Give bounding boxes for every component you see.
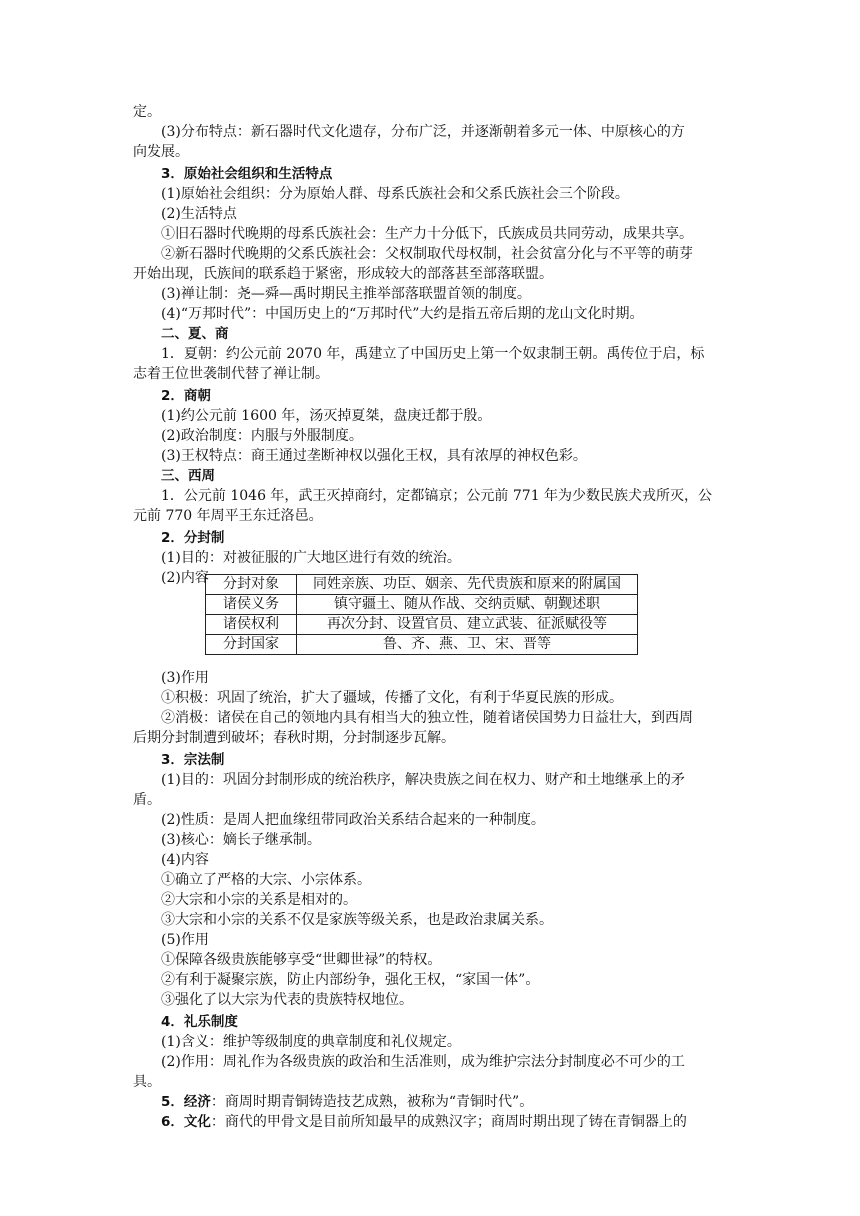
table-cell-value: 镇守疆土、随从作战、交纳贡赋、朝觐述职 xyxy=(297,595,638,615)
table-cell-value: 鲁、齐、燕、卫、宋、晋等 xyxy=(297,635,638,655)
table-row xyxy=(206,595,638,615)
table-row xyxy=(206,635,638,655)
text-line: (3)分布特点：新石器时代文化遗存，分布广泛，并逐渐朝着多元一体、中原核心的方 xyxy=(161,124,685,140)
heading-prefix: 5．经济 xyxy=(161,1094,211,1110)
table-row xyxy=(206,615,638,635)
text-line: (1)原始社会组织：分为原始人群、母系氏族社会和父系氏族社会三个阶段。 xyxy=(161,186,629,202)
text-line: ③大宗和小宗的关系不仅是家族等级关系，也是政治隶属关系。 xyxy=(161,912,553,928)
text-line: (3)王权特点：商王通过垄断神权以强化王权，具有浓厚的神权色彩。 xyxy=(161,448,587,464)
text-line: ①积极：巩固了统治，扩大了疆域，传播了文化，有利于华夏民族的形成。 xyxy=(161,690,623,706)
text-line: (3)禅让制：尧—舜—禹时期民主推举部落联盟首领的制度。 xyxy=(161,286,531,302)
text-line: ①保障各级贵族能够享受“世卿世禄”的特权。 xyxy=(161,952,442,968)
text-line: 定。 xyxy=(133,104,161,120)
text-line: (1)目的：对被征服的广大地区进行有效的统治。 xyxy=(161,550,461,566)
text-line xyxy=(161,1112,687,1132)
text-line: (3)核心：嫡长子继承制。 xyxy=(161,832,321,848)
section-heading: 4．礼乐制度 xyxy=(161,1014,238,1030)
text-line xyxy=(161,1092,533,1112)
text-line: ②消极：诸侯在自己的领地内具有相当大的独立性，随着诸侯国势力日益壮大，到西周 xyxy=(161,710,693,726)
text-line: (4)内容 xyxy=(161,852,209,868)
section-heading: 三、西周 xyxy=(161,468,215,484)
table-row xyxy=(206,575,638,595)
text-line: 元前 770 年周平王东迁洛邑。 xyxy=(133,508,323,524)
fenfeng-content-table xyxy=(205,574,638,655)
table-cell-key: 分封国家 xyxy=(206,635,297,655)
text-line: 向发展。 xyxy=(133,144,189,160)
text-line: (4)“万邦时代”：中国历史上的“万邦时代”大约是指五帝后期的龙山文化时期。 xyxy=(161,306,644,322)
text-line: (1)约公元前 1600 年，汤灭掉夏桀，盘庚迁都于殷。 xyxy=(161,408,492,424)
text-line: ②有利于凝聚宗族，防止内部纷争，强化王权，“家国一体”。 xyxy=(161,972,540,988)
text-line: ①确立了严格的大宗、小宗体系。 xyxy=(161,872,371,888)
text-line: 1．公元前 1046 年，武王灭掉商纣，定都镐京；公元前 771 年为少数民族犬戎所灭，公 xyxy=(161,488,713,504)
text-line: ②大宗和小宗的关系是相对的。 xyxy=(161,892,357,908)
text-line: (2)内容 xyxy=(161,570,209,586)
text-line: ②新石器时代晚期的父系氏族社会：父权制取代母权制，社会贫富分化与不平等的萌芽 xyxy=(161,246,693,262)
text-line: ③强化了以大宗为代表的贵族特权地位。 xyxy=(161,992,413,1008)
table-cell-value: 同姓亲族、功臣、姻亲、先代贵族和原来的附属国 xyxy=(297,575,638,595)
text-line: (5)作用 xyxy=(161,932,209,948)
text-line: (2)政治制度：内服与外服制度。 xyxy=(161,428,363,444)
section-heading: 二、夏、商 xyxy=(161,326,229,342)
text-line: (2)作用：周礼作为各级贵族的政治和生活准则，成为维护宗法分封制度必不可少的工 xyxy=(161,1054,685,1070)
text-line: (1)目的：巩固分封制形成的统治秩序，解决贵族之间在权力、财产和土地继承上的矛 xyxy=(161,772,685,788)
section-heading: 3．原始社会组织和生活特点 xyxy=(161,166,333,182)
table-cell-key: 诸侯权利 xyxy=(206,615,297,635)
table-cell-key: 分封对象 xyxy=(206,575,297,595)
text-line: (2)生活特点 xyxy=(161,206,237,222)
line-text: ：商代的甲骨文是目前所知最早的成熟汉字；商周时期出现了铸在青铜器上的 xyxy=(210,1114,687,1130)
text-line: 1．夏朝：约公元前 2070 年，禹建立了中国历史上第一个奴隶制王朝。禹传位于启，标 xyxy=(161,346,705,362)
text-line: (1)含义：维护等级制度的典章制度和礼仪规定。 xyxy=(161,1034,461,1050)
text-line: (3)作用 xyxy=(161,670,209,686)
line-text: ：商周时期青铜铸造技艺成熟，被称为“青铜时代”。 xyxy=(210,1094,534,1110)
text-line: 后期分封制遭到破坏；春秋时期，分封制逐步瓦解。 xyxy=(133,730,455,746)
text-line: ①旧石器时代晚期的母系氏族社会：生产力十分低下，氏族成员共同劳动，成果共享。 xyxy=(161,226,693,242)
section-heading: 2．商朝 xyxy=(161,388,211,404)
section-heading: 2．分封制 xyxy=(161,530,225,546)
table-cell-key: 诸侯义务 xyxy=(206,595,297,615)
text-line: 开始出现，氏族间的联系趋于紧密，形成较大的部落甚至部落联盟。 xyxy=(133,266,553,282)
text-line: 志着王位世袭制代替了禅让制。 xyxy=(133,366,329,382)
section-heading: 3．宗法制 xyxy=(161,752,225,768)
text-line: (2)性质：是周人把血缘纽带同政治关系结合起来的一种制度。 xyxy=(161,812,545,828)
table-cell-value: 再次分封、设置官员、建立武装、征派赋役等 xyxy=(297,615,638,635)
heading-prefix: 6．文化 xyxy=(161,1114,211,1130)
text-line: 具。 xyxy=(133,1074,161,1090)
text-line: 盾。 xyxy=(133,792,161,808)
